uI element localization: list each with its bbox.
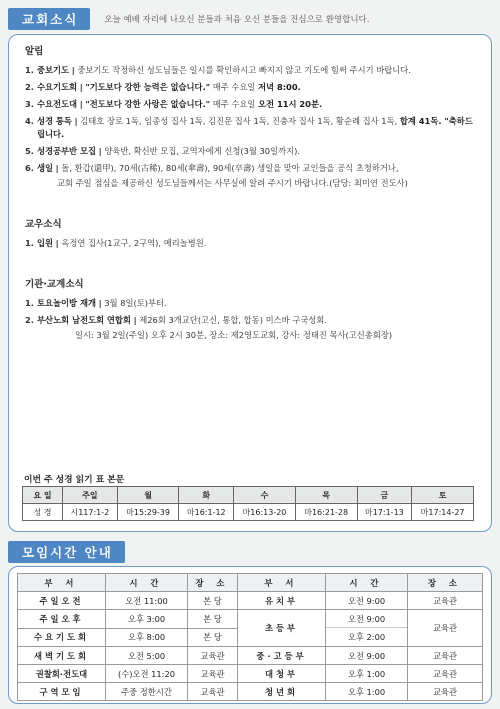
col-header: 시 간: [326, 574, 408, 592]
announcement-item: 1. 중보기도 | 중보기도 작정하신 성도님들은 일시를 확인하시고 빠지지 않고 기도에 힘써 주시기 바랍니다.: [25, 65, 411, 75]
meeting-panel: [8, 566, 492, 704]
col-header: 장 소: [188, 574, 238, 592]
bible-passage: 마16:13-20: [234, 504, 296, 521]
bible-day: 수: [234, 487, 296, 504]
member-item: 1. 입원 | 옥정연 집사(1교구, 2구역), 메리놀병원.: [25, 237, 207, 248]
meeting-row: 새벽기도회 오전 5:00 교육관 중·고등부 오전 9:00 교육관: [18, 647, 483, 665]
meeting-row: 권찰회·전도대 (수)오전 11:20 교육관 대청부 오후 1:00 교육관: [18, 665, 483, 683]
notice-header: [8, 6, 369, 32]
announcement-item: 4. 성경 통독 | 김태호 장로 1독, 임종성 집사 1독, 김진문 집사 1독, 진충자 집사 1독, 황순례 집사 1독, 합계 41독. "축하드립니다.: [25, 116, 473, 139]
bible-day-row: [23, 487, 474, 504]
notice-title: 교회소식: [8, 8, 90, 30]
col-header: 부 서: [238, 574, 326, 592]
bible-passage-label: 성 경: [23, 504, 63, 521]
bible-day-label: 요 일: [23, 487, 63, 504]
bible-reading-title: 이번 주 성경 읽기 표 본문: [24, 475, 125, 485]
bible-passage: 마17:1-13: [357, 504, 412, 521]
announcements-title: 알림: [25, 46, 44, 57]
meeting-row: 수요기도회 오후 8:00 본 당: [18, 628, 483, 647]
bible-day: 목: [295, 487, 357, 504]
institutions-title: 기관·교계소식: [25, 278, 84, 290]
institution-item: 1. 토요놀이방 재개 | 3월 8일(토)부터.: [25, 297, 167, 308]
meeting-row: 주일오후 오후 3:00 본 당 초등부 오전 9:00 오후 2:00 교육관: [18, 610, 483, 629]
bible-passage: 마16:21-28: [295, 504, 357, 521]
meeting-header: [8, 539, 125, 565]
institution-item: 2. 부산노회 남전도회 연합회 | 제26회 3개교단(고신, 통합, 합동) 미스바 구국성회.: [25, 314, 327, 325]
members-title: 교우소식: [25, 218, 62, 230]
announcement-item: 5. 성경공부반 모집 | 양육반, 확신반 모집, 교역자에게 신청(3월 30일까지).: [25, 145, 301, 156]
meeting-row: 구역모임 주중 정한시간 교육관 청년회 오후 1:00 교육관: [18, 683, 483, 701]
announcement-continuation: 교회 주일 점심을 제공하신 성도님들께서는 사무실에 알려 주시기 바랍니다.(담당: 최미연 전도사): [57, 177, 408, 188]
meeting-header-row: [18, 574, 483, 592]
bible-day: 월: [117, 487, 179, 504]
meeting-schedule-table: [17, 573, 483, 701]
meeting-row: 주일오전 오전 11:00 본 당 유치부 오전 9:00 교육관: [18, 592, 483, 610]
meeting-title: 모임시간 안내: [8, 541, 125, 563]
bible-day: 금: [357, 487, 412, 504]
notice-welcome: 오늘 예배 자리에 나오신 분들과 처음 오신 분들을 진심으로 환영합니다.: [104, 15, 370, 25]
bible-passage: 마17:14-27: [412, 504, 474, 521]
announcement-item: 6. 생일 | 돌, 환갑(還甲), 70세(古稀), 80세(傘壽), 90세(卒壽) 생일을 맞아 교인들을 공식 초청하거나,: [25, 162, 399, 173]
notice-panel: [8, 34, 492, 532]
bible-day: 토: [412, 487, 474, 504]
bible-passage: 마16:1-12: [179, 504, 234, 521]
bible-day: 주일: [63, 487, 118, 504]
col-header: 부 서: [18, 574, 106, 592]
announcement-item: 3. 수요전도대 | "전도보다 강한 사랑은 없습니다." 매주 수요일 오전 11시 20분.: [25, 99, 323, 109]
bible-passage: 마15:29-39: [117, 504, 179, 521]
col-header: 시 간: [106, 574, 188, 592]
bible-reading-table: [22, 486, 474, 521]
institution-continuation: 일시: 3월 2일(주일) 오후 2시 30분, 장소: 제2영도교회, 강사: 정태진 목사(고신총회장): [75, 329, 393, 340]
bible-passage: 시117:1-2: [63, 504, 118, 521]
col-header: 장 소: [408, 574, 483, 592]
bible-day: 화: [179, 487, 234, 504]
announcement-item: 2. 수요기도회 | "기도보다 강한 능력은 없습니다." 매주 수요일 저녁 8:00.: [25, 82, 301, 92]
bible-passage-row: [23, 504, 474, 521]
